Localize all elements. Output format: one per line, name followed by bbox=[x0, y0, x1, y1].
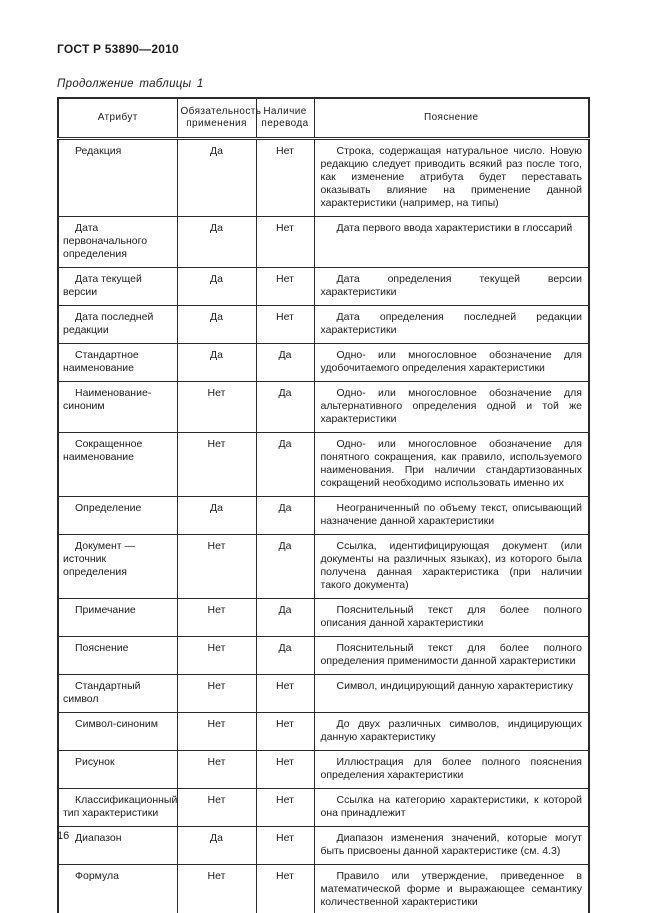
table-row bbox=[58, 217, 589, 268]
explanation-cell: Одно- или многословное обозначение для понятного сокращения, как правило, используемого наименования. При наличии стандартизованных сокращений необходимо использовать именно их bbox=[314, 433, 589, 497]
table-row bbox=[58, 382, 589, 433]
translation-cell: Нет bbox=[256, 306, 314, 344]
attribute-cell: Наименование-синоним bbox=[58, 382, 177, 433]
attribute-cell: Пояснение bbox=[58, 637, 177, 675]
explanation-cell: До двух различных символов, индицирующих данную характеристику bbox=[314, 713, 589, 751]
explanation-cell: Ссылка, идентифицирующая документ (или документы на различных языках), из которого была получена данная характеристика (при наличии такого документа) bbox=[314, 535, 589, 599]
mandatory-cell: Нет bbox=[177, 865, 256, 913]
mandatory-cell: Нет bbox=[177, 751, 256, 789]
mandatory-cell: Нет bbox=[177, 599, 256, 637]
attribute-cell: Дата первоначального определения bbox=[58, 217, 177, 268]
explanation-cell: Символ, индицирующий данную характеристику bbox=[314, 675, 589, 713]
table-row bbox=[58, 599, 589, 637]
mandatory-cell: Да bbox=[177, 827, 256, 865]
explanation-cell: Иллюстрация для более полного пояснения определения характеристики bbox=[314, 751, 589, 789]
attribute-cell: Рисунок bbox=[58, 751, 177, 789]
attribute-cell: Формула bbox=[58, 865, 177, 913]
table-row bbox=[58, 535, 589, 599]
mandatory-cell: Да bbox=[177, 268, 256, 306]
attribute-cell: Дата текущей версии bbox=[58, 268, 177, 306]
table-row bbox=[58, 827, 589, 865]
translation-cell: Да bbox=[256, 344, 314, 382]
table-row bbox=[58, 344, 589, 382]
table-row bbox=[58, 497, 589, 535]
translation-cell: Да bbox=[256, 637, 314, 675]
translation-cell: Нет bbox=[256, 789, 314, 827]
table-row bbox=[58, 637, 589, 675]
mandatory-cell: Нет bbox=[177, 675, 256, 713]
mandatory-cell: Да bbox=[177, 139, 256, 217]
explanation-cell: Дата первого ввода характеристики в глоссарий bbox=[314, 217, 589, 268]
mandatory-cell: Да bbox=[177, 344, 256, 382]
mandatory-cell: Нет bbox=[177, 433, 256, 497]
explanation-cell: Одно- или многословное обозначение для удобочитаемого определения характеристики bbox=[314, 344, 589, 382]
mandatory-cell: Нет bbox=[177, 535, 256, 599]
attribute-cell: Определение bbox=[58, 497, 177, 535]
mandatory-cell: Нет bbox=[177, 713, 256, 751]
translation-cell: Нет bbox=[256, 268, 314, 306]
table-header-row bbox=[58, 98, 589, 139]
translation-cell: Да bbox=[256, 497, 314, 535]
table-row bbox=[58, 306, 589, 344]
table-body bbox=[58, 139, 589, 913]
attribute-cell: Стандартный символ bbox=[58, 675, 177, 713]
translation-cell: Да bbox=[256, 599, 314, 637]
translation-cell: Да bbox=[256, 535, 314, 599]
page-number: 16 bbox=[57, 830, 70, 842]
explanation-cell: Диапазон изменения значений, которые могут быть присвоены данной характеристике (см. 4.3) bbox=[314, 827, 589, 865]
explanation-cell: Правило или утверждение, приведенное в математической форме и выражающее семантику количественной характеристики bbox=[314, 865, 589, 913]
table-row bbox=[58, 139, 589, 217]
translation-cell: Да bbox=[256, 433, 314, 497]
explanation-cell: Ссылка на категорию характеристики, к которой она принадлежит bbox=[314, 789, 589, 827]
attribute-cell: Дата последней редакции bbox=[58, 306, 177, 344]
table-row bbox=[58, 713, 589, 751]
attribute-cell: Примечание bbox=[58, 599, 177, 637]
standard-number: ГОСТ Р 53890—2010 bbox=[57, 42, 179, 56]
attribute-cell: Редакция bbox=[58, 139, 177, 217]
mandatory-cell: Нет bbox=[177, 789, 256, 827]
translation-cell: Нет bbox=[256, 675, 314, 713]
table-row bbox=[58, 789, 589, 827]
translation-cell: Нет bbox=[256, 139, 314, 217]
attribute-cell: Документ — источник определения bbox=[58, 535, 177, 599]
explanation-cell: Пояснительный текст для более полного определения применимости данной характеристики bbox=[314, 637, 589, 675]
attribute-cell: Стандартное наименование bbox=[58, 344, 177, 382]
mandatory-cell: Да bbox=[177, 497, 256, 535]
translation-cell: Нет bbox=[256, 751, 314, 789]
table-row bbox=[58, 433, 589, 497]
explanation-cell: Неограниченный по объему текст, описывающий назначение данной характеристики bbox=[314, 497, 589, 535]
attribute-cell: Классификационный тип характеристики bbox=[58, 789, 177, 827]
attribute-cell: Символ-синоним bbox=[58, 713, 177, 751]
table-row bbox=[58, 751, 589, 789]
table-row bbox=[58, 865, 589, 913]
table-caption: Продолжение таблицы 1 bbox=[57, 78, 204, 90]
mandatory-cell: Да bbox=[177, 306, 256, 344]
explanation-cell: Дата определения текущей версии характеристики bbox=[314, 268, 589, 306]
explanation-cell: Пояснительный текст для более полного описания данной характеристики bbox=[314, 599, 589, 637]
translation-cell: Нет bbox=[256, 217, 314, 268]
mandatory-cell: Да bbox=[177, 217, 256, 268]
translation-cell: Нет bbox=[256, 865, 314, 913]
translation-cell: Да bbox=[256, 382, 314, 433]
explanation-cell: Строка, содержащая натуральное число. Новую редакцию следует приводить всякий раз после того, как изменение атрибута будет переставать оказывать влияние на применение данной характеристики (например, на типы) bbox=[314, 139, 589, 217]
header-mandatory: Обязательность применения bbox=[177, 98, 256, 139]
attribute-cell: Диапазон bbox=[58, 827, 177, 865]
attribute-cell: Сокращенное наименование bbox=[58, 433, 177, 497]
translation-cell: Нет bbox=[256, 713, 314, 751]
mandatory-cell: Нет bbox=[177, 637, 256, 675]
table-row bbox=[58, 268, 589, 306]
mandatory-cell: Нет bbox=[177, 382, 256, 433]
attributes-table bbox=[57, 97, 590, 913]
header-translation: Наличие перевода bbox=[256, 98, 314, 139]
explanation-cell: Дата определения последней редакции характеристики bbox=[314, 306, 589, 344]
translation-cell: Нет bbox=[256, 827, 314, 865]
explanation-cell: Одно- или многословное обозначение для альтернативного определения одной и той же характеристики bbox=[314, 382, 589, 433]
header-attribute: Атрибут bbox=[58, 98, 177, 139]
header-explanation: Пояснение bbox=[314, 98, 589, 139]
table-row bbox=[58, 675, 589, 713]
